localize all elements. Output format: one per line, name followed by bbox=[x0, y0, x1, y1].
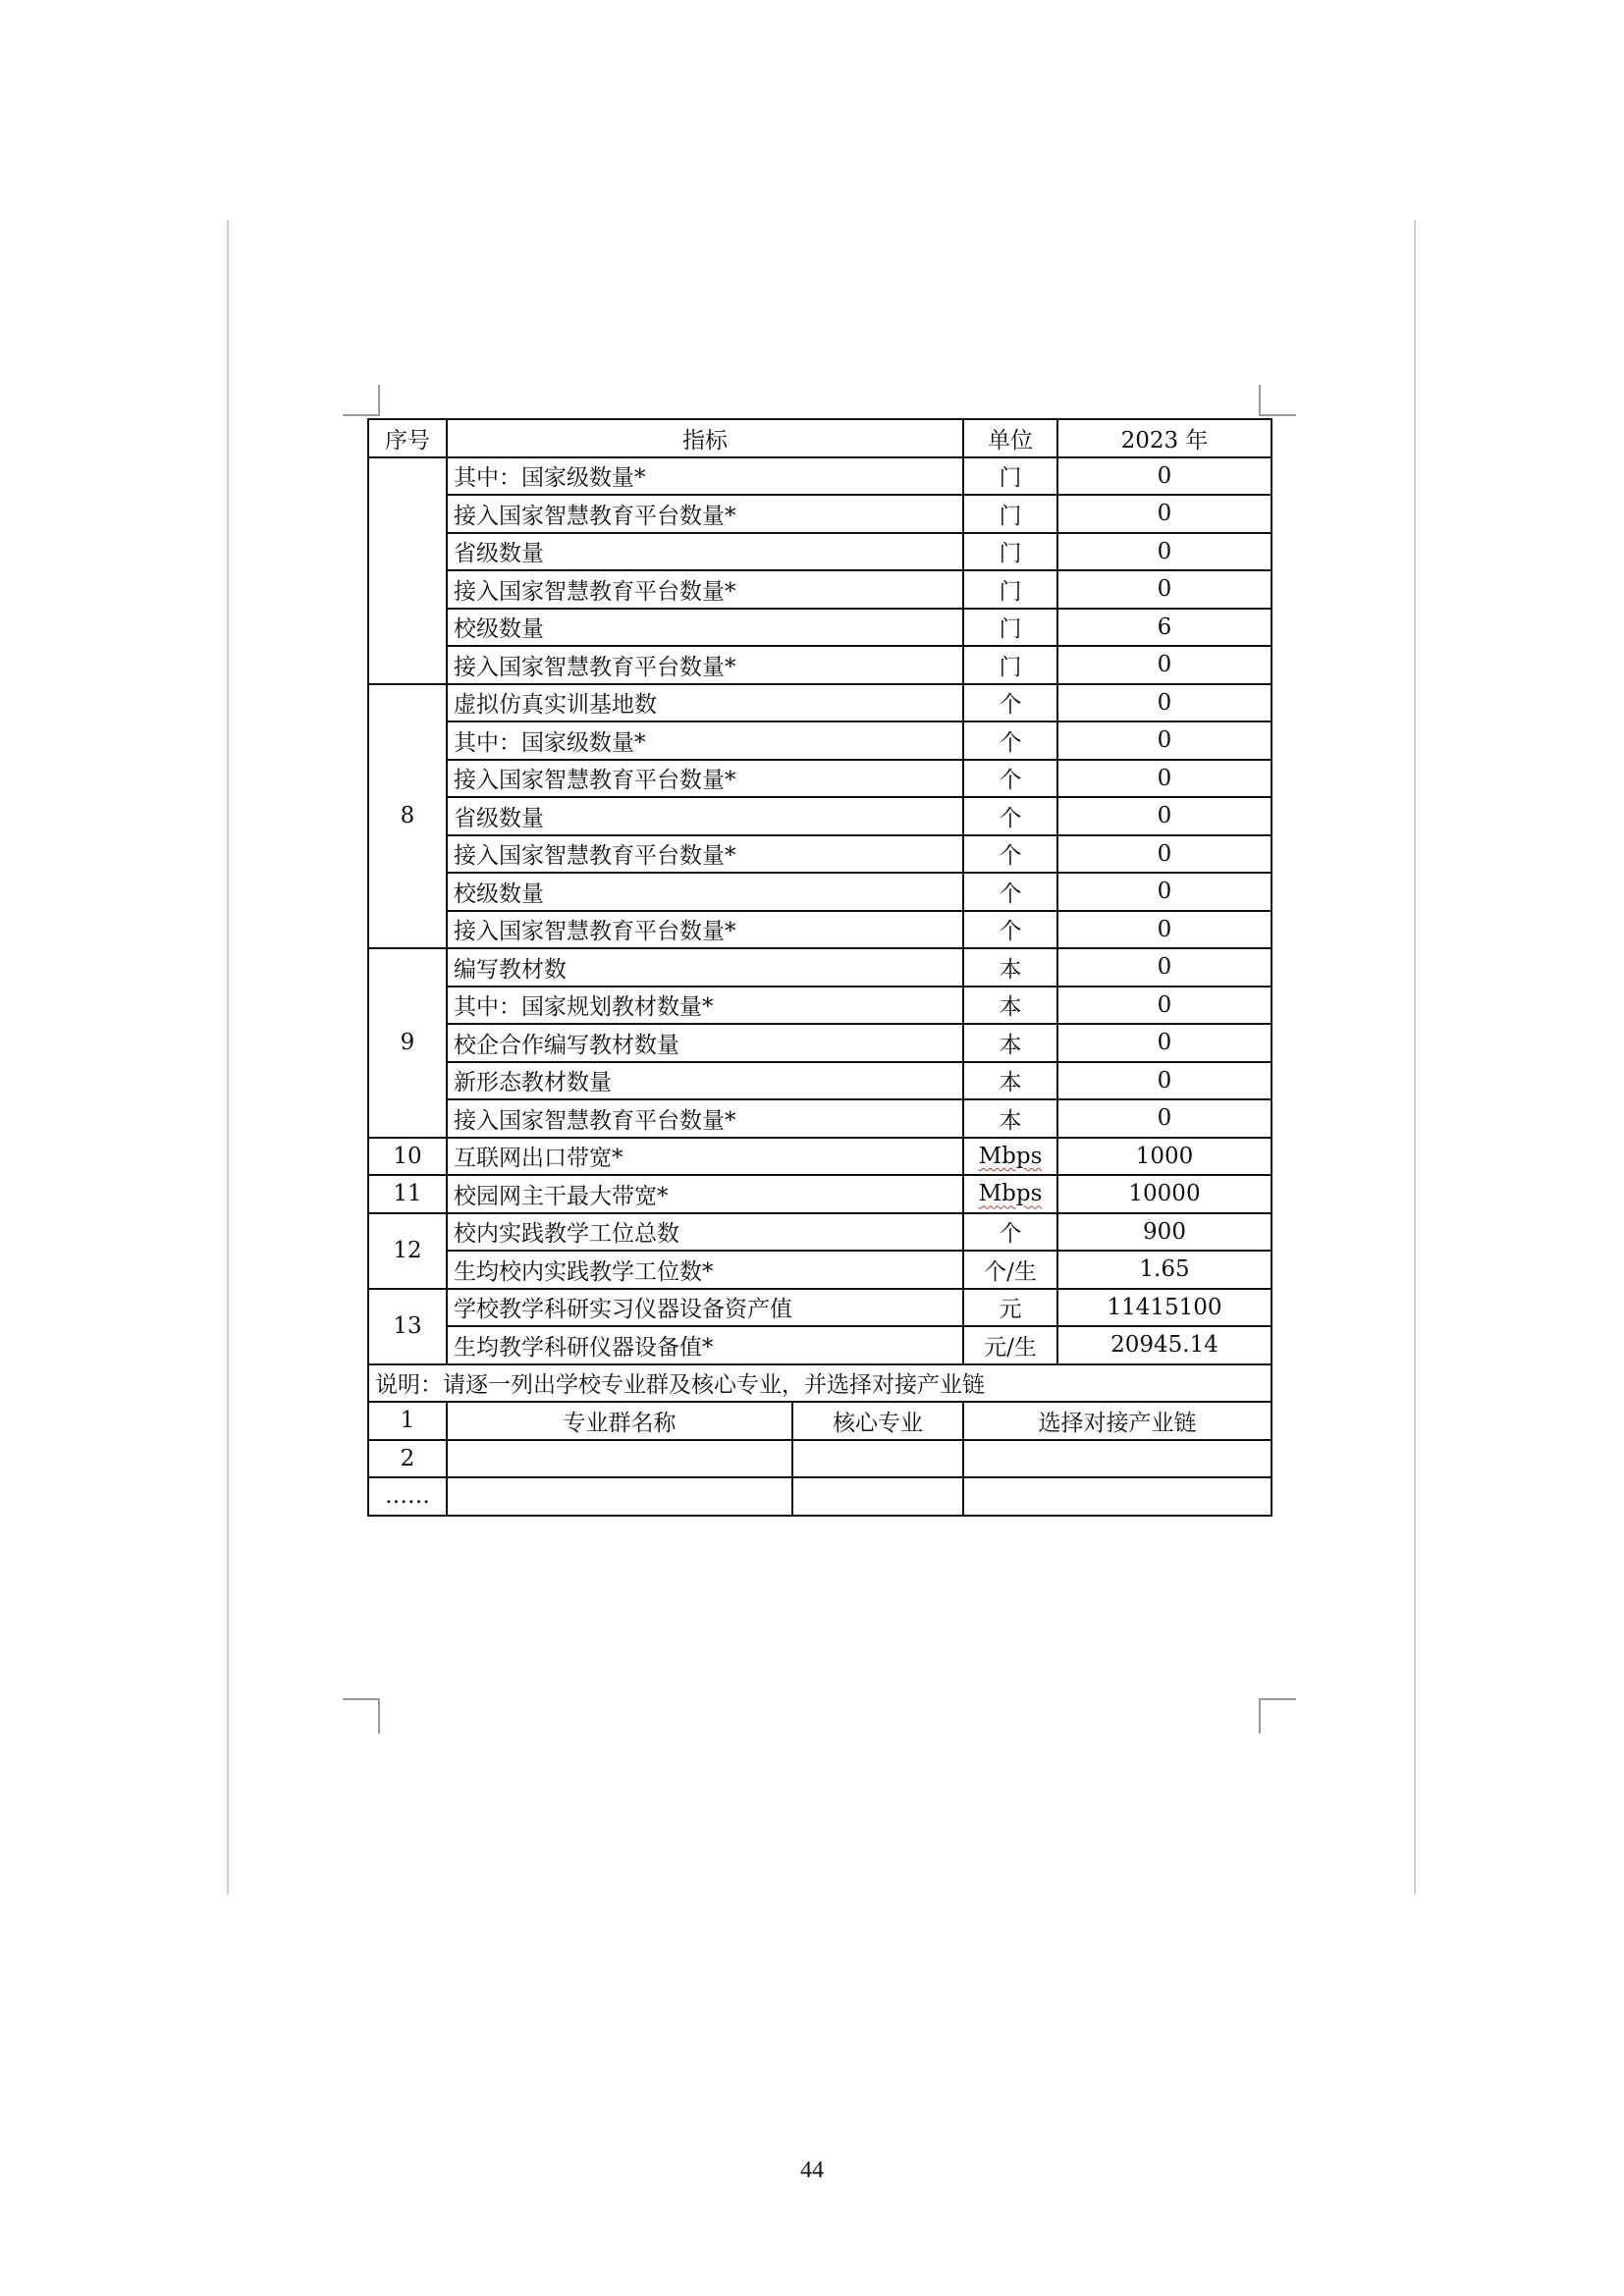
value-cell: 0 bbox=[1057, 1099, 1272, 1138]
indicator-label: 校级数量 bbox=[447, 609, 963, 647]
unit-cell: 元 bbox=[963, 1289, 1057, 1327]
unit-cell: 本 bbox=[963, 1062, 1057, 1100]
value-cell: 0 bbox=[1057, 533, 1272, 571]
unit-cell: 个 bbox=[963, 911, 1057, 949]
unit-cell: 个 bbox=[963, 1213, 1057, 1252]
value-cell: 900 bbox=[1057, 1213, 1272, 1252]
indicator-label: 互联网出口带宽* bbox=[447, 1138, 963, 1176]
majors-row bbox=[368, 1440, 1272, 1478]
table-row bbox=[368, 495, 1272, 533]
table-row bbox=[368, 721, 1272, 760]
indicator-label: 接入国家智慧教育平台数量* bbox=[447, 760, 963, 798]
indicator-label: 接入国家智慧教育平台数量* bbox=[447, 646, 963, 684]
majors-cell-chain bbox=[963, 1440, 1272, 1478]
indicator-label: 校级数量 bbox=[447, 873, 963, 911]
crop-mark-bottom-left bbox=[343, 1698, 380, 1734]
unit-cell: 本 bbox=[963, 1099, 1057, 1138]
table-header-row bbox=[368, 419, 1272, 457]
majors-cell-chain bbox=[963, 1477, 1272, 1516]
majors-row bbox=[368, 1402, 1272, 1440]
table-row bbox=[368, 1289, 1272, 1327]
indicator-label: 校园网主干最大带宽* bbox=[447, 1175, 963, 1213]
table-row bbox=[368, 911, 1272, 949]
row-seq: 12 bbox=[368, 1213, 447, 1289]
table-row bbox=[368, 1326, 1272, 1364]
value-cell: 0 bbox=[1057, 987, 1272, 1025]
majors-cell-group bbox=[447, 1440, 792, 1478]
note-text: 说明：请逐一列出学校专业群及核心专业，并选择对接产业链 bbox=[368, 1364, 1272, 1403]
unit-cell: 个 bbox=[963, 797, 1057, 835]
majors-cell-group bbox=[447, 1477, 792, 1516]
majors-header-chain: 选择对接产业链 bbox=[963, 1402, 1272, 1440]
unit-cell: 元/生 bbox=[963, 1326, 1057, 1364]
indicator-label: 其中：国家级数量* bbox=[447, 721, 963, 760]
table-row bbox=[368, 1024, 1272, 1062]
unit-cell: 门 bbox=[963, 570, 1057, 609]
table-row bbox=[368, 533, 1272, 571]
table-row bbox=[368, 1175, 1272, 1213]
majors-cell-core bbox=[792, 1477, 963, 1516]
unit-cell: 门 bbox=[963, 457, 1057, 496]
majors-header-core: 核心专业 bbox=[792, 1402, 963, 1440]
unit-cell: 个/生 bbox=[963, 1251, 1057, 1289]
table-row bbox=[368, 797, 1272, 835]
table-row bbox=[368, 1213, 1272, 1252]
value-cell: 0 bbox=[1057, 760, 1272, 798]
row-seq: 10 bbox=[368, 1138, 447, 1176]
row-seq: 9 bbox=[368, 948, 447, 1138]
value-cell: 0 bbox=[1057, 570, 1272, 609]
unit-cell: Mbps bbox=[963, 1138, 1057, 1176]
indicator-label: 接入国家智慧教育平台数量* bbox=[447, 835, 963, 874]
table-row bbox=[368, 873, 1272, 911]
indicator-label: 校企合作编写教材数量 bbox=[447, 1024, 963, 1062]
indicator-label: 生均校内实践教学工位数* bbox=[447, 1251, 963, 1289]
table-row bbox=[368, 1062, 1272, 1100]
row-seq: 11 bbox=[368, 1175, 447, 1213]
indicator-label: 接入国家智慧教育平台数量* bbox=[447, 495, 963, 533]
unit-cell: Mbps bbox=[963, 1175, 1057, 1213]
majors-header-group: 专业群名称 bbox=[447, 1402, 792, 1440]
majors-cell-core bbox=[792, 1440, 963, 1478]
left-margin-line bbox=[227, 220, 229, 1895]
row-seq: 8 bbox=[368, 684, 447, 949]
header-indicator: 指标 bbox=[447, 419, 963, 457]
indicator-label: 接入国家智慧教育平台数量* bbox=[447, 1099, 963, 1138]
unit-cell: 门 bbox=[963, 609, 1057, 647]
indicator-label: 其中：国家规划教材数量* bbox=[447, 987, 963, 1025]
indicator-label: 虚拟仿真实训基地数 bbox=[447, 684, 963, 722]
unit-cell: 个 bbox=[963, 835, 1057, 874]
unit-cell: 本 bbox=[963, 987, 1057, 1025]
majors-row bbox=[368, 1477, 1272, 1516]
unit-cell: 本 bbox=[963, 948, 1057, 987]
value-cell: 0 bbox=[1057, 1062, 1272, 1100]
value-cell: 11415100 bbox=[1057, 1289, 1272, 1327]
unit-cell: 个 bbox=[963, 684, 1057, 722]
row-seq: 13 bbox=[368, 1289, 447, 1364]
indicator-label: 接入国家智慧教育平台数量* bbox=[447, 570, 963, 609]
header-unit: 单位 bbox=[963, 419, 1057, 457]
value-cell: 1000 bbox=[1057, 1138, 1272, 1176]
value-cell: 1.65 bbox=[1057, 1251, 1272, 1289]
indicator-label: 省级数量 bbox=[447, 533, 963, 571]
indicator-label: 校内实践教学工位总数 bbox=[447, 1213, 963, 1252]
crop-mark-top-right bbox=[1259, 385, 1296, 416]
unit-cell: 门 bbox=[963, 646, 1057, 684]
table-row bbox=[368, 760, 1272, 798]
indicator-label: 新形态教材数量 bbox=[447, 1062, 963, 1100]
right-margin-line bbox=[1414, 220, 1416, 1895]
majors-seq: 2 bbox=[368, 1440, 447, 1478]
value-cell: 0 bbox=[1057, 684, 1272, 722]
value-cell: 0 bbox=[1057, 835, 1272, 874]
majors-seq: …… bbox=[368, 1477, 447, 1516]
indicator-label: 接入国家智慧教育平台数量* bbox=[447, 911, 963, 949]
header-seq: 序号 bbox=[368, 419, 447, 457]
value-cell: 0 bbox=[1057, 1024, 1272, 1062]
table-row bbox=[368, 570, 1272, 609]
value-cell: 10000 bbox=[1057, 1175, 1272, 1213]
unit-cell: 个 bbox=[963, 721, 1057, 760]
value-cell: 0 bbox=[1057, 646, 1272, 684]
value-cell: 0 bbox=[1057, 873, 1272, 911]
indicator-table bbox=[367, 418, 1272, 1517]
value-cell: 0 bbox=[1057, 721, 1272, 760]
table-row bbox=[368, 684, 1272, 722]
table-row bbox=[368, 609, 1272, 647]
indicator-label: 省级数量 bbox=[447, 797, 963, 835]
page-number: 44 bbox=[800, 2158, 824, 2183]
table-row bbox=[368, 457, 1272, 496]
unit-cell: 门 bbox=[963, 495, 1057, 533]
unit-cell: 门 bbox=[963, 533, 1057, 571]
value-cell: 0 bbox=[1057, 495, 1272, 533]
table-row bbox=[368, 1099, 1272, 1138]
crop-mark-bottom-right bbox=[1259, 1698, 1296, 1734]
value-cell: 0 bbox=[1057, 457, 1272, 496]
header-year: 2023 年 bbox=[1057, 419, 1272, 457]
value-cell: 0 bbox=[1057, 797, 1272, 835]
unit-cell: 个 bbox=[963, 873, 1057, 911]
indicator-label: 其中：国家级数量* bbox=[447, 457, 963, 496]
table-row bbox=[368, 835, 1272, 874]
table-row bbox=[368, 646, 1272, 684]
value-cell: 6 bbox=[1057, 609, 1272, 647]
value-cell: 0 bbox=[1057, 948, 1272, 987]
crop-mark-top-left bbox=[343, 385, 380, 416]
unit-cell: 个 bbox=[963, 760, 1057, 798]
value-cell: 0 bbox=[1057, 911, 1272, 949]
table-row bbox=[368, 987, 1272, 1025]
unit-cell: 本 bbox=[963, 1024, 1057, 1062]
note-row bbox=[368, 1364, 1272, 1403]
indicator-label: 编写教材数 bbox=[447, 948, 963, 987]
indicator-label: 生均教学科研仪器设备值* bbox=[447, 1326, 963, 1364]
table-row bbox=[368, 1251, 1272, 1289]
row-seq bbox=[368, 457, 447, 684]
indicator-label: 学校教学科研实习仪器设备资产值 bbox=[447, 1289, 963, 1327]
table-row bbox=[368, 1138, 1272, 1176]
table-row bbox=[368, 948, 1272, 987]
majors-seq: 1 bbox=[368, 1402, 447, 1440]
value-cell: 20945.14 bbox=[1057, 1326, 1272, 1364]
